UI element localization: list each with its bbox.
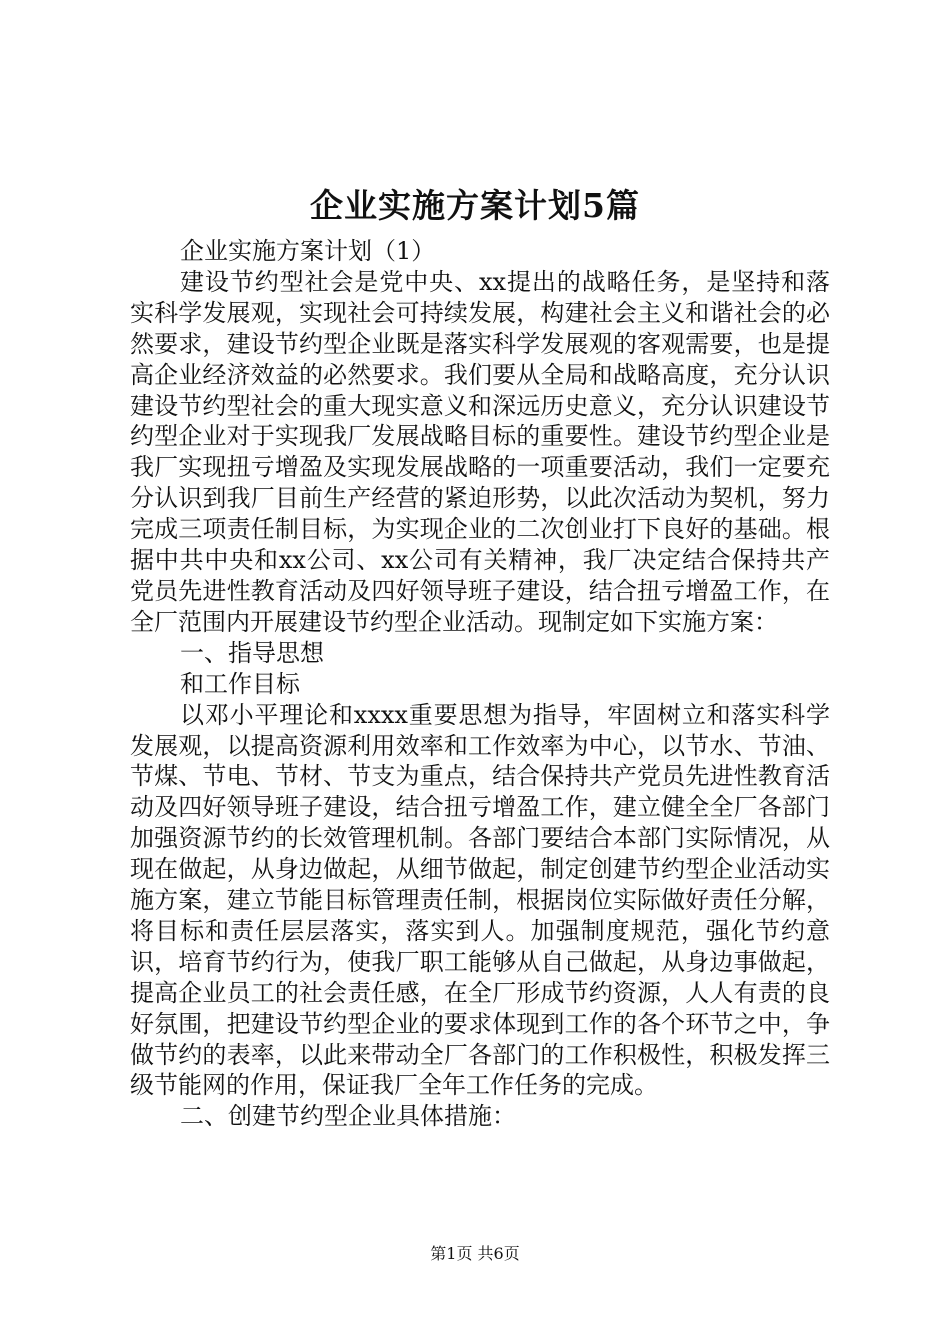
section-heading: 和工作目标: [180, 669, 300, 698]
body-paragraph: 建设节约型社会是党中央、xx提出的战略任务，是坚持和落实科学发展观，实现社会可持续发展，构建社会主义和谐社会的必然要求，建设节约型企业既是落实科学发展观的客观需要，也是提高企业经济效益的必然要求。我们要从全局和战略高度，充分认识建设节约型社会的重大现实意义和深远历史意义，充分认识建设节约型企业对于实现我厂发展战略目标的重要性。建设节约型企业是我厂实现扭亏增盈及实现发展战略的一项重要活动，我们一定要充分认识到我厂目前生产经营的紧迫形势，以此次活动为契机，努力完成三项责任制目标，为实现企业的二次创业打下良好的基础。根据中共中央和xx公司、xx公司有关精神，我厂决定结合保持共产党员先进性教育活动及四好领导班子建设，结合扭亏增盈工作，在全厂范围内开展建设节约型企业活动。现制定如下实施方案：: [130, 267, 830, 636]
page-footer: 第1页 共6页: [430, 1244, 520, 1263]
body-paragraph: 以邓小平理论和xxxx重要思想为指导，牢固树立和落实科学发展观，以提高资源利用效率和工作效率为中心，以节水、节油、节煤、节电、节材、节支为重点，结合保持共产党员先进性教育活动及四好领导班子建设，结合扭亏增盈工作，建立健全全厂各部门加强资源节约的长效管理机制。各部门要结合本部门实际情况，从现在做起，从身边做起，从细节做起，制定创建节约型企业活动实施方案，建立节能目标管理责任制，根据岗位实际做好责任分解，将目标和责任层层落实，落实到人。加强制度规范，强化节约意识，培育节约行为，使我厂职工能够从自己做起，从身边事做起，提高企业员工的社会责任感，在全厂形成节约资源，人人有责的良好氛围，把建设节约型企业的要求体现到工作的各个环节之中，争做节约的表率，以此来带动全厂各部门的工作积极性，积极发挥三级节能网的作用，保证我厂全年工作任务的完成。: [130, 700, 830, 1100]
document-title: 企业实施方案计划5篇: [310, 186, 640, 225]
section-heading: 二、创建节约型企业具体措施：: [180, 1102, 516, 1131]
section-heading: 一、指导思想: [180, 638, 324, 667]
document-body: [130, 236, 830, 1132]
section-heading: 企业实施方案计划（1）: [180, 237, 436, 265]
